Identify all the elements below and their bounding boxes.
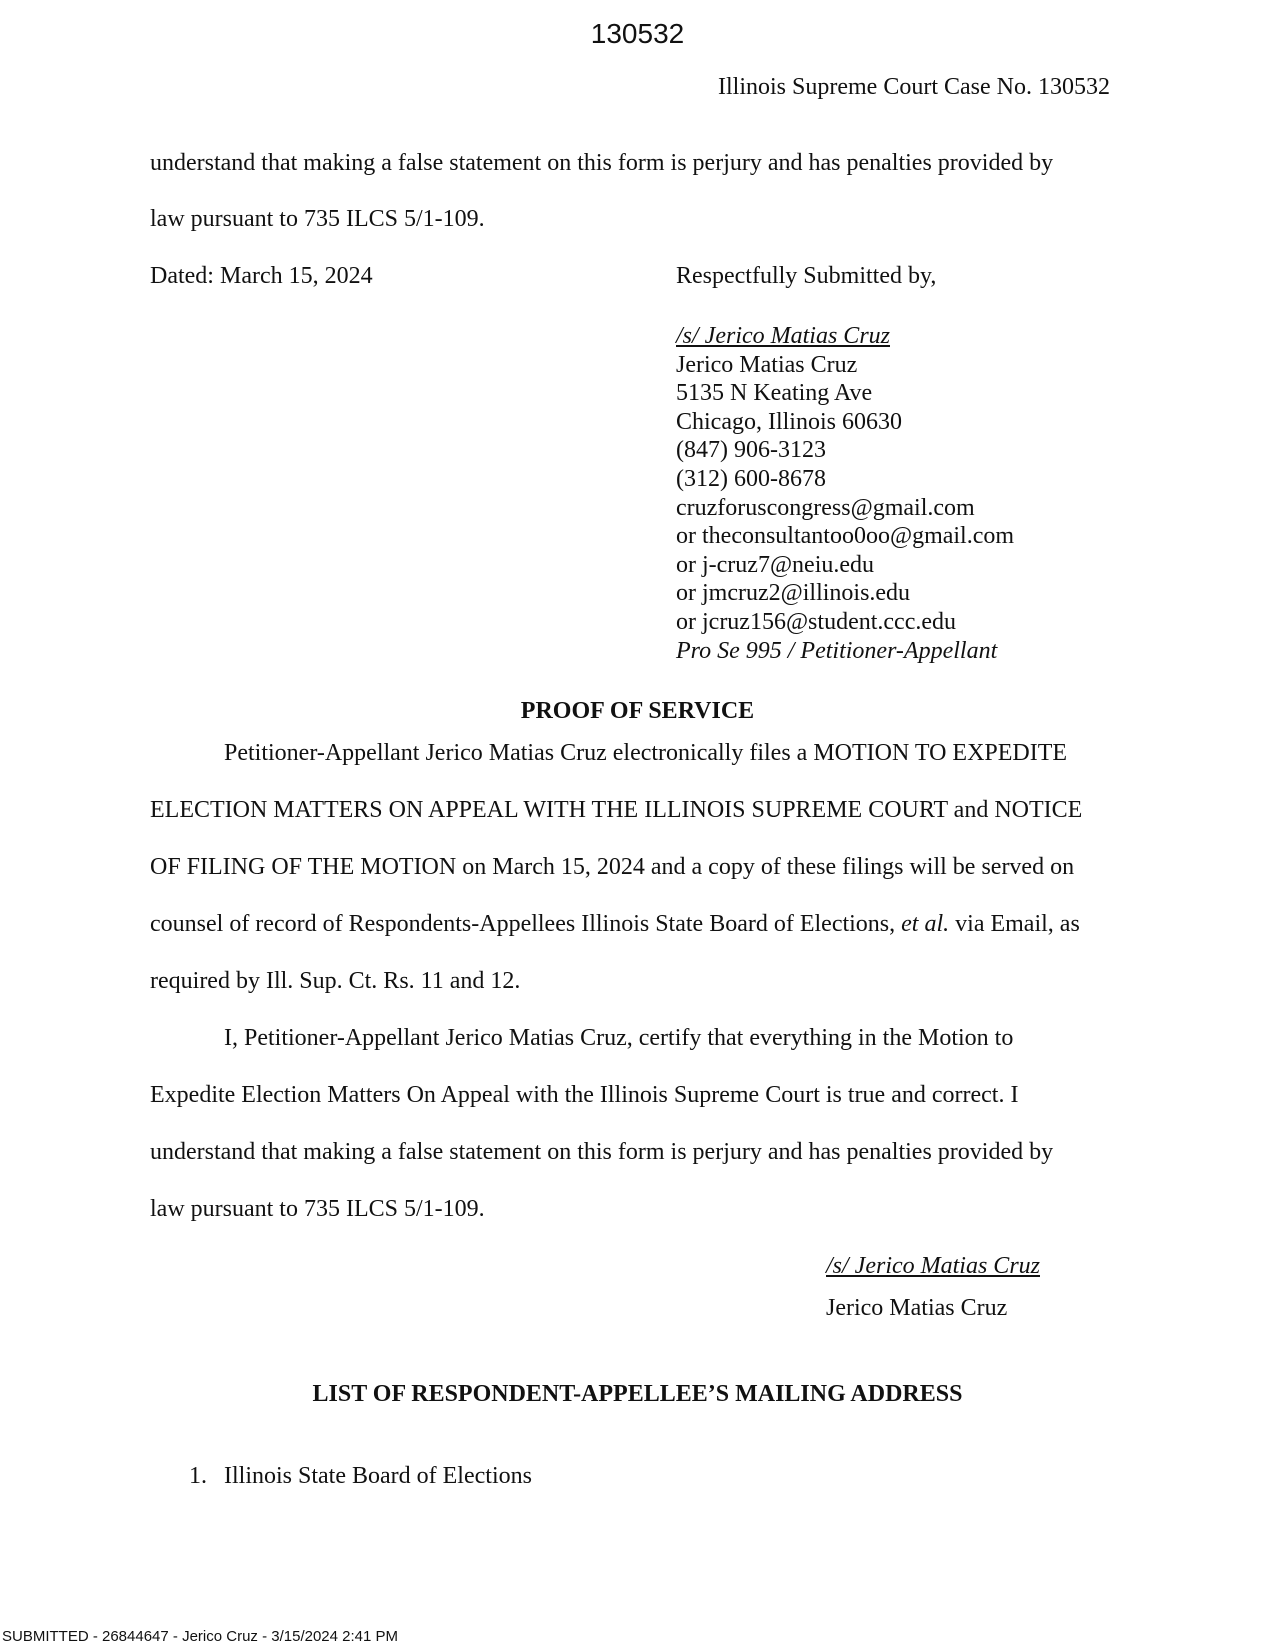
dated-line: Dated: March 15, 2024 xyxy=(150,263,373,289)
signer-name: Jerico Matias Cruz xyxy=(676,351,858,378)
address-line-2: Chicago, Illinois 60630 xyxy=(676,408,902,435)
signer-role: Pro Se 995 / Petitioner-Appellant xyxy=(676,637,998,664)
phone-2: (312) 600-8678 xyxy=(676,465,826,492)
et-al: et al. xyxy=(901,911,950,937)
email-3: or j-cruz7@neiu.edu xyxy=(676,551,875,578)
intro-line-2: law pursuant to 735 ILCS 5/1-109. xyxy=(150,206,485,232)
email-1: cruzforuscongress@gmail.com xyxy=(676,494,975,521)
list-item-number: 1. xyxy=(189,1463,207,1489)
signature-block xyxy=(676,322,1014,665)
pos-p1-line-1: Petitioner-Appellant Jerico Matias Cruz electronically files a MOTION TO EXPEDITE xyxy=(224,740,1068,766)
proof-of-service-heading: PROOF OF SERVICE xyxy=(520,698,755,724)
final-e-signature: /s/ Jerico Matias Cruz xyxy=(826,1253,1040,1279)
intro-line-1: understand that making a false statement on this form is perjury and has penalties provided by xyxy=(150,150,1054,176)
phone-1: (847) 906-3123 xyxy=(676,437,826,464)
final-signer-name: Jerico Matias Cruz xyxy=(826,1295,1008,1321)
email-2: or theconsultantoo0oo@gmail.com xyxy=(676,523,1015,550)
pos-p1-line-2: ELECTION MATTERS ON APPEAL WITH THE ILLINOIS SUPREME COURT and NOTICE xyxy=(150,797,1083,823)
pos-p1-line-5: required by Ill. Sup. Ct. Rs. 11 and 12. xyxy=(150,968,521,994)
pos-p2-line-1: I, Petitioner-Appellant Jerico Matias Cruz, certify that everything in the Motion to xyxy=(224,1025,1014,1051)
list-item-text: Illinois State Board of Elections xyxy=(224,1463,532,1489)
mailing-list-heading: LIST OF RESPONDENT-APPELLEE’S MAILING ADDRESS xyxy=(312,1381,963,1407)
case-number: Illinois Supreme Court Case No. 130532 xyxy=(718,74,1110,100)
pos-p1-line-4-c: via Email, as xyxy=(949,911,1080,937)
pos-p2-line-2: Expedite Election Matters On Appeal with the Illinois Supreme Court is true and correct. I xyxy=(150,1082,1019,1108)
submitted-by: Respectfully Submitted by, xyxy=(676,263,937,289)
pos-p1-line-3: OF FILING OF THE MOTION on March 15, 2024 and a copy of these filings will be served on xyxy=(150,854,1075,880)
pos-p1-line-4 xyxy=(150,911,1080,938)
pos-p2-line-4: law pursuant to 735 ILCS 5/1-109. xyxy=(150,1196,485,1222)
pos-p2-line-3: understand that making a false statement on this form is perjury and has penalties provided by xyxy=(150,1139,1054,1165)
email-5: or jcruz156@student.ccc.edu xyxy=(676,608,956,635)
address-line-1: 5135 N Keating Ave xyxy=(676,380,873,407)
e-signature: /s/ Jerico Matias Cruz xyxy=(676,323,890,349)
email-4: or jmcruz2@illinois.edu xyxy=(676,580,911,607)
submission-footer: SUBMITTED - 26844647 - Jerico Cruz - 3/15/2024 2:41 PM xyxy=(2,1628,399,1645)
page-number-header: 130532 xyxy=(590,18,685,49)
pos-p1-line-4-a: counsel of record of Respondents-Appellees Illinois State Board of Elections, xyxy=(150,911,902,937)
